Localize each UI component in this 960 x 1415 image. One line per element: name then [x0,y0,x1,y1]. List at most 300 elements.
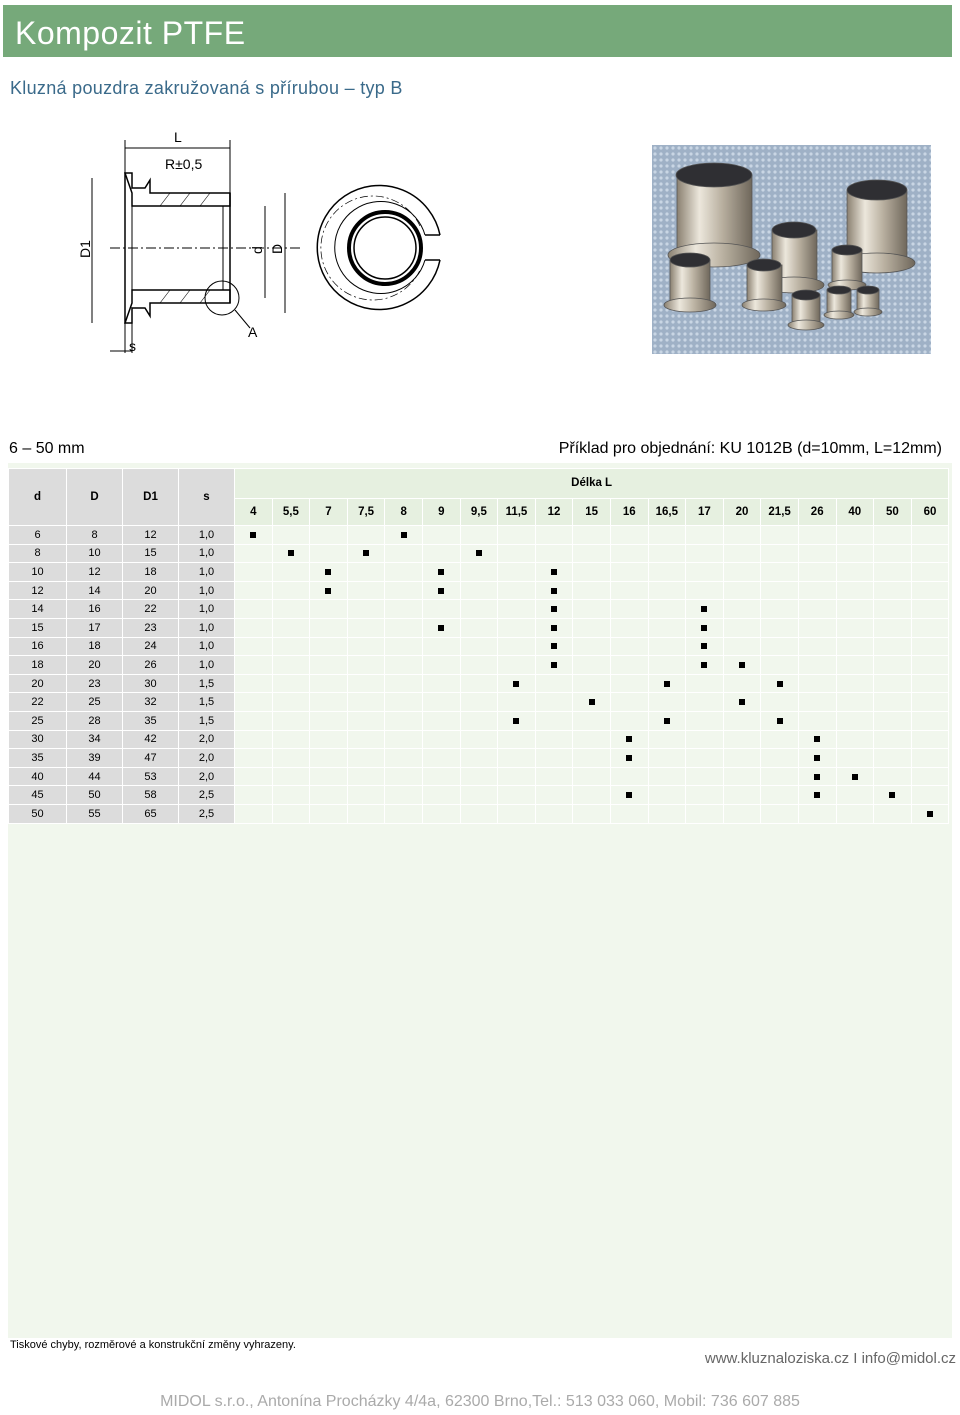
availability-cell [347,618,385,637]
availability-cell [798,581,836,600]
availability-cell [648,544,686,563]
availability-cell [422,786,460,805]
cell-d: 18 [67,637,123,656]
availability-cell [723,656,761,675]
size-range: 6 – 50 mm [9,440,85,457]
availability-cell [836,637,874,656]
availability-cell [422,730,460,749]
availability-cell [310,730,348,749]
availability-cell [723,767,761,786]
availability-cell [686,786,724,805]
length-value-header: 26 [798,498,836,525]
availability-cell [235,767,273,786]
availability-cell [460,804,498,823]
disclaimer: Tiskové chyby, rozměrové a konstrukční změny vyhrazeny. [10,1339,296,1351]
availability-cell [798,563,836,582]
column-header-s: s [179,469,235,526]
availability-cell [235,600,273,619]
availability-cell [686,767,724,786]
availability-cell [535,730,573,749]
available-marker [739,699,745,705]
availability-cell [573,563,611,582]
availability-cell [798,618,836,637]
cell-d1: 20 [123,581,179,600]
available-marker [852,774,858,780]
cell-d1: 53 [123,767,179,786]
availability-cell [535,656,573,675]
available-marker [476,550,482,556]
table-row [9,804,949,823]
available-marker [363,550,369,556]
availability-cell [573,674,611,693]
availability-cell [686,618,724,637]
table-row [9,656,949,675]
availability-cell [385,804,423,823]
cell-d: 20 [9,674,67,693]
availability-cell [235,581,273,600]
availability-cell [874,730,912,749]
availability-cell [535,637,573,656]
availability-cell [686,656,724,675]
availability-cell [272,804,310,823]
cell-d1: 23 [123,618,179,637]
availability-cell [573,526,611,545]
availability-cell [535,674,573,693]
availability-cell [610,563,648,582]
table-row [9,786,949,805]
available-marker [288,550,294,556]
subtitle: Kluzná pouzdra zakružovaná s přírubou – typ B [10,78,403,98]
availability-cell [235,656,273,675]
availability-cell [460,674,498,693]
cell-s: 2,0 [179,749,235,768]
availability-cell [573,637,611,656]
product-photo [652,145,931,354]
availability-cell [686,730,724,749]
length-value-header: 21,5 [761,498,799,525]
availability-cell [498,693,536,712]
cell-d: 40 [9,767,67,786]
length-value-header: 40 [836,498,874,525]
availability-cell [235,563,273,582]
availability-cell [310,637,348,656]
availability-cell [761,618,799,637]
cell-d: 39 [67,749,123,768]
availability-cell [422,637,460,656]
cell-d: 28 [67,711,123,730]
availability-cell [911,526,949,545]
availability-cell [535,600,573,619]
availability-cell [535,749,573,768]
availability-cell [874,637,912,656]
availability-cell [573,767,611,786]
cell-d: 55 [67,804,123,823]
availability-cell [761,804,799,823]
availability-cell [798,693,836,712]
availability-cell [836,674,874,693]
availability-cell [798,656,836,675]
available-marker [551,662,557,668]
availability-cell [460,600,498,619]
availability-cell [235,786,273,805]
available-marker [814,755,820,761]
availability-cell [535,581,573,600]
availability-cell [272,786,310,805]
cell-s: 1,0 [179,563,235,582]
availability-cell [761,730,799,749]
cell-d: 18 [9,656,67,675]
availability-cell [385,600,423,619]
availability-cell [911,600,949,619]
available-marker [325,569,331,575]
availability-cell [610,526,648,545]
availability-cell [347,711,385,730]
cell-d: 16 [9,637,67,656]
availability-cell [723,600,761,619]
availability-cell [385,749,423,768]
availability-cell [723,786,761,805]
table-row [9,730,949,749]
available-marker [513,718,519,724]
availability-cell [460,581,498,600]
availability-cell [798,730,836,749]
availability-cell [761,581,799,600]
available-marker [551,625,557,631]
availability-cell [272,526,310,545]
availability-cell [874,618,912,637]
header-bar [3,5,952,57]
availability-cell [874,767,912,786]
availability-cell [235,544,273,563]
order-example: Příklad pro objednání: KU 1012B (d=10mm, L=12mm) [558,440,942,457]
cell-s: 1,0 [179,618,235,637]
availability-cell [836,656,874,675]
availability-cell [761,693,799,712]
availability-cell [610,786,648,805]
cell-d: 44 [67,767,123,786]
availability-cell [385,656,423,675]
cell-d: 34 [67,730,123,749]
availability-cell [836,581,874,600]
availability-cell [347,600,385,619]
availability-cell [310,786,348,805]
cell-s: 1,0 [179,544,235,563]
availability-cell [310,749,348,768]
availability-cell [761,711,799,730]
availability-cell [723,804,761,823]
cell-d1: 65 [123,804,179,823]
availability-cell [911,581,949,600]
availability-cell [385,674,423,693]
availability-cell [686,563,724,582]
availability-cell [648,618,686,637]
availability-cell [460,711,498,730]
table-row [9,767,949,786]
page-title: Kompozit PTFE [15,15,246,51]
availability-cell [761,656,799,675]
label-R: R±0,5 [165,156,203,172]
availability-cell [498,786,536,805]
cell-d: 16 [67,600,123,619]
cell-s: 2,0 [179,730,235,749]
availability-cell [422,749,460,768]
availability-cell [310,618,348,637]
available-marker [250,532,256,538]
availability-cell [686,600,724,619]
cell-d1: 42 [123,730,179,749]
availability-cell [911,730,949,749]
cell-d1: 24 [123,637,179,656]
availability-cell [235,749,273,768]
length-value-header: 20 [723,498,761,525]
cell-d1: 22 [123,600,179,619]
availability-cell [798,767,836,786]
availability-cell [686,544,724,563]
availability-cell [272,656,310,675]
availability-cell [836,749,874,768]
cell-s: 1,0 [179,656,235,675]
availability-cell [422,804,460,823]
availability-cell [610,804,648,823]
cell-d: 35 [9,749,67,768]
availability-cell [836,618,874,637]
availability-cell [347,656,385,675]
availability-cell [610,674,648,693]
availability-cell [723,674,761,693]
availability-cell [385,711,423,730]
length-value-header: 60 [911,498,949,525]
availability-cell [686,637,724,656]
availability-cell [235,711,273,730]
availability-cell [761,674,799,693]
cell-d1: 15 [123,544,179,563]
availability-cell [498,581,536,600]
available-marker [551,588,557,594]
availability-cell [686,804,724,823]
available-marker [777,681,783,687]
label-s: s [129,338,136,354]
availability-cell [535,804,573,823]
availability-cell [836,693,874,712]
availability-cell [422,711,460,730]
availability-cell [723,618,761,637]
availability-cell [498,749,536,768]
availability-cell [347,804,385,823]
availability-cell [498,674,536,693]
availability-cell [347,637,385,656]
availability-cell [460,656,498,675]
availability-cell [422,563,460,582]
availability-cell [610,618,648,637]
available-marker [513,681,519,687]
cell-d: 25 [9,711,67,730]
cell-d1: 35 [123,711,179,730]
availability-cell [385,637,423,656]
length-value-header: 16 [610,498,648,525]
availability-cell [874,600,912,619]
available-marker [401,532,407,538]
availability-cell [686,711,724,730]
availability-cell [610,581,648,600]
cell-d: 8 [67,526,123,545]
availability-cell [460,544,498,563]
availability-cell [610,767,648,786]
label-D: D [269,243,285,254]
availability-cell [347,544,385,563]
availability-cell [498,730,536,749]
availability-cell [836,544,874,563]
availability-cell [798,804,836,823]
cell-d: 15 [9,618,67,637]
availability-cell [310,656,348,675]
available-marker [701,662,707,668]
available-marker [626,736,632,742]
availability-cell [385,730,423,749]
availability-cell [573,581,611,600]
cell-d: 45 [9,786,67,805]
availability-cell [874,749,912,768]
availability-cell [723,637,761,656]
availability-cell [610,637,648,656]
length-value-header: 5,5 [272,498,310,525]
availability-cell [798,637,836,656]
availability-cell [235,804,273,823]
availability-cell [761,767,799,786]
availability-cell [648,674,686,693]
availability-cell [498,711,536,730]
available-marker [589,699,595,705]
availability-cell [272,749,310,768]
availability-cell [648,711,686,730]
availability-cell [686,749,724,768]
availability-cell [911,804,949,823]
available-marker [701,625,707,631]
column-header-d1: D1 [123,469,179,526]
availability-cell [648,730,686,749]
table-row [9,544,949,563]
cell-d: 8 [9,544,67,563]
availability-cell [573,600,611,619]
availability-cell [347,674,385,693]
available-marker [438,588,444,594]
availability-cell [310,674,348,693]
cell-d: 17 [67,618,123,637]
cell-d1: 30 [123,674,179,693]
available-marker [927,811,933,817]
column-header-d: d [9,469,67,526]
length-value-header: 50 [874,498,912,525]
cell-s: 1,0 [179,600,235,619]
cell-d: 50 [9,804,67,823]
availability-cell [385,693,423,712]
availability-cell [498,656,536,675]
cell-d1: 26 [123,656,179,675]
length-value-header: 12 [535,498,573,525]
cell-s: 1,0 [179,526,235,545]
availability-cell [874,674,912,693]
availability-cell [610,656,648,675]
available-marker [626,792,632,798]
available-marker [814,736,820,742]
availability-cell [610,749,648,768]
availability-cell [460,767,498,786]
label-d: d [249,246,265,254]
availability-cell [911,674,949,693]
availability-cell [272,637,310,656]
availability-cell [310,563,348,582]
cell-d: 6 [9,526,67,545]
availability-cell [498,618,536,637]
availability-cell [422,693,460,712]
availability-cell [535,767,573,786]
availability-cell [310,544,348,563]
availability-cell [874,711,912,730]
availability-cell [535,711,573,730]
availability-cell [610,730,648,749]
availability-cell [573,693,611,712]
label-D1: D1 [77,240,93,258]
availability-cell [385,526,423,545]
available-marker [739,662,745,668]
length-value-header: 7 [310,498,348,525]
table-row [9,600,949,619]
availability-cell [347,563,385,582]
cell-d: 20 [67,656,123,675]
availability-cell [573,618,611,637]
availability-cell [648,804,686,823]
availability-cell [761,749,799,768]
availability-cell [648,563,686,582]
availability-cell [798,749,836,768]
cell-d: 14 [9,600,67,619]
availability-cell [911,563,949,582]
availability-cell [235,693,273,712]
availability-cell [911,767,949,786]
availability-cell [385,767,423,786]
cell-d1: 58 [123,786,179,805]
availability-cell [535,563,573,582]
availability-cell [610,544,648,563]
availability-cell [310,581,348,600]
availability-cell [460,637,498,656]
cell-d: 50 [67,786,123,805]
availability-cell [723,563,761,582]
availability-cell [798,786,836,805]
availability-cell [535,526,573,545]
availability-cell [836,767,874,786]
length-header: Délka L [235,469,949,499]
available-marker [438,625,444,631]
length-value-header: 11,5 [498,498,536,525]
length-value-header: 9 [422,498,460,525]
cell-d: 23 [67,674,123,693]
available-marker [664,681,670,687]
availability-cell [272,600,310,619]
cell-d: 12 [67,563,123,582]
availability-cell [836,804,874,823]
cell-s: 1,0 [179,581,235,600]
cell-d1: 12 [123,526,179,545]
cell-s: 1,5 [179,674,235,693]
availability-cell [761,786,799,805]
cell-d: 10 [9,563,67,582]
technical-drawing [70,118,500,368]
availability-cell [761,544,799,563]
availability-cell [723,730,761,749]
availability-cell [723,711,761,730]
availability-cell [310,693,348,712]
availability-cell [761,526,799,545]
